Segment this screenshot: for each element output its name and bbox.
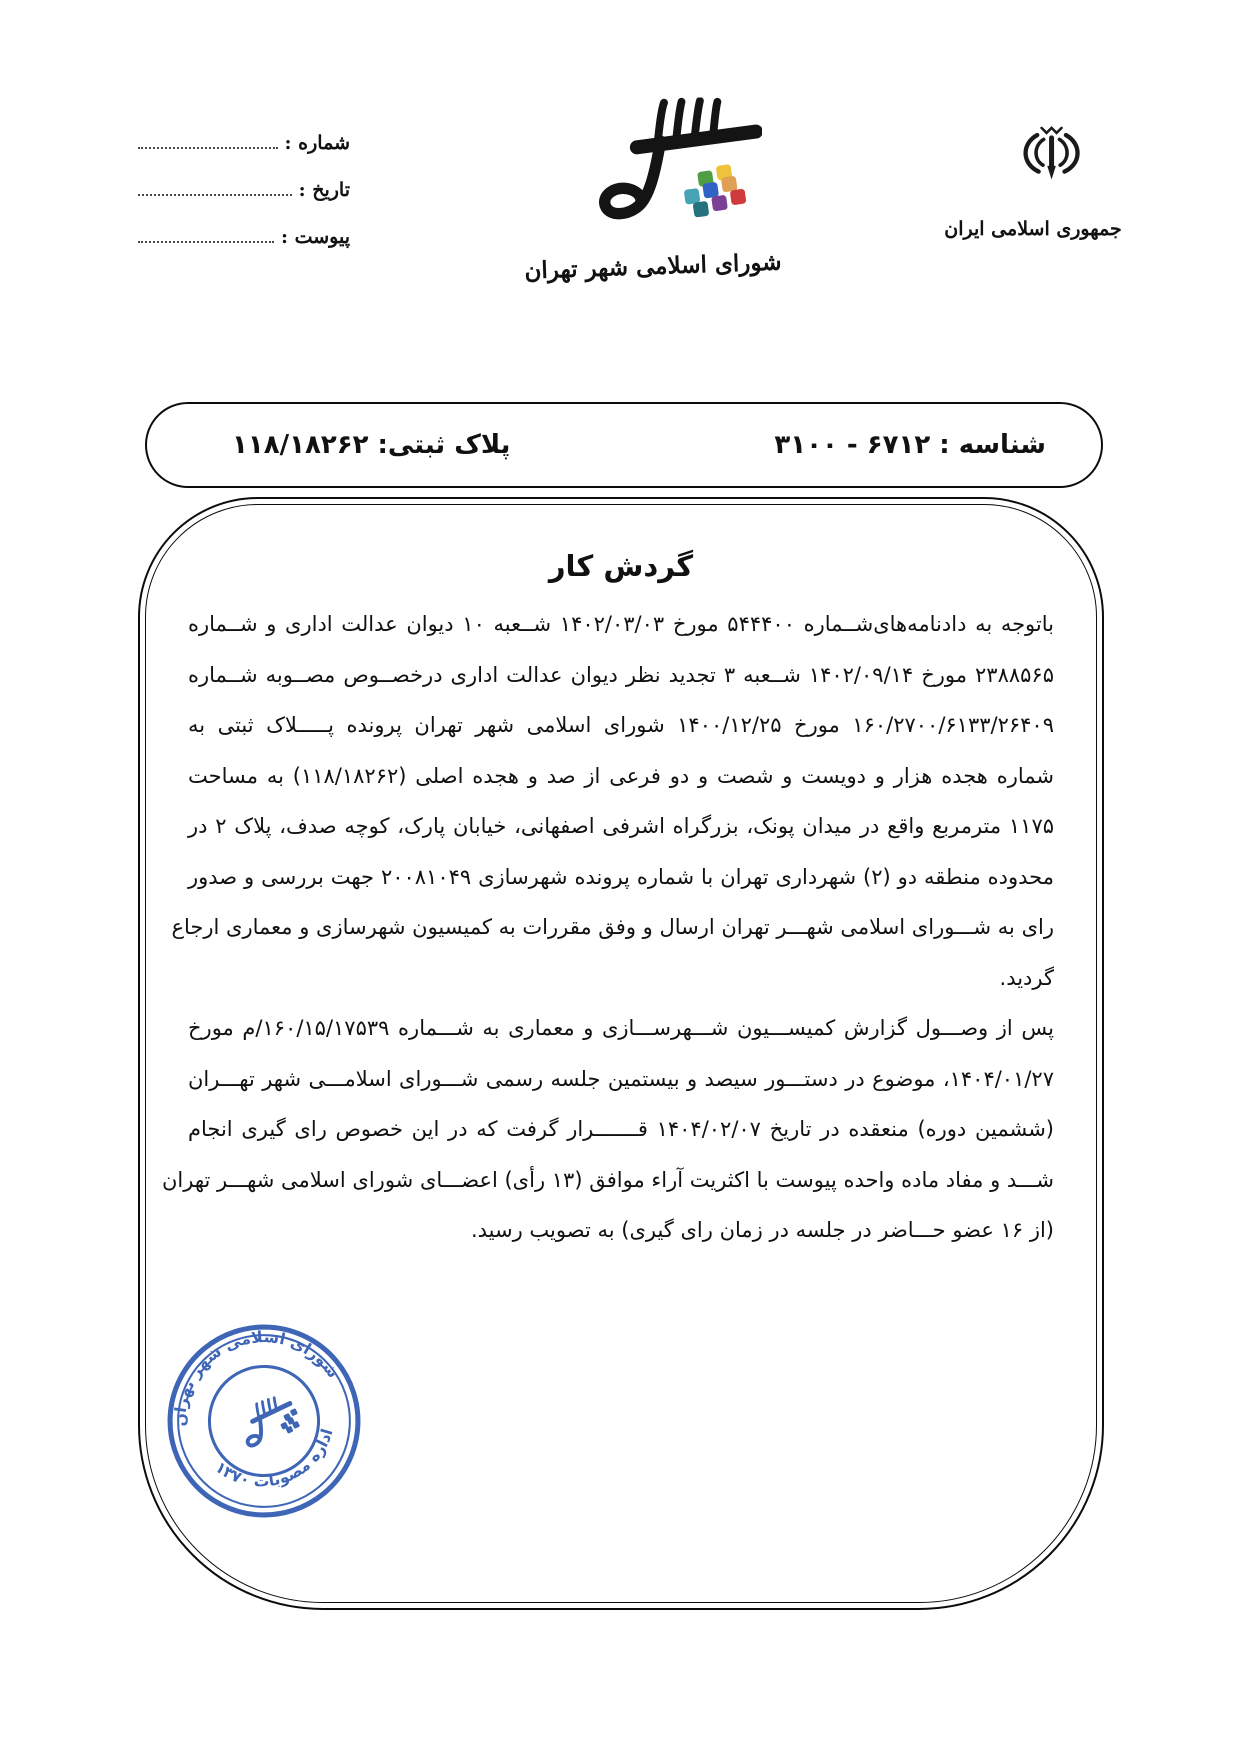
reference-field-label: تاریخ :	[298, 179, 350, 201]
stamp-text-top: شورای اسلامی شهر تهران	[170, 1326, 344, 1427]
header-band	[145, 402, 1103, 488]
document-body-line: گردید.	[999, 965, 1054, 990]
dotted-fill-line	[138, 241, 274, 243]
document-body-line: پس از وصـــول گزارش کمیســـیون شـــهرســـازی و معماری به شـــماره ۱۶۰/۱۵/۱۷۵۳۹/م مورخ	[188, 1016, 1054, 1040]
dotted-fill-line	[138, 147, 278, 149]
reference-field-label: شماره :	[284, 132, 350, 154]
dotted-fill-line	[138, 194, 292, 196]
tehran-council-logo-icon	[552, 94, 762, 254]
document-id: شناسه : ۶۷۱۲ - ۳۱۰۰	[774, 430, 1046, 460]
logo-color-tiles	[681, 163, 747, 219]
document-body-line: ۲۳۸۸۵۶۵ مورخ ۱۴۰۲/۰۹/۱۴ شــعبه ۳ تجدید نظر دیوان عدالت اداری درخصــوص مصــوبه شــماره	[188, 662, 1054, 687]
document-body-line: باتوجه به دادنامه‌های‌شــماره ۵۴۴۴۰۰ مورخ ۱۴۰۲/۰۳/۰۳ شــعبه ۱۰ دیوان عدالت اداری و شــماره	[188, 612, 1054, 636]
reference-field-label: پیوست :	[280, 226, 350, 248]
reference-fields	[138, 128, 350, 269]
document-body-line: شماره هجده هزار و دویست و شصت و دو فرعی از صد و هجده اصلی (۱۱۸/۱۸۲۶۲) به مساحت	[188, 763, 1054, 788]
document-body-line: ۱۴۰۴/۰۱/۲۷، موضوع در دستـــور سیصد و بیستمین جلسه رسمی شـــورای اسلامـــی شهر تهـــران	[188, 1066, 1054, 1091]
document-body	[161, 599, 1055, 1256]
document-body-line: رای به شـــورای اسلامی شهـــر تهران ارسال و وفق مقررات به کمیسیون شهرسازی و معماری ارجاع	[171, 915, 1054, 939]
emblem-caption: جمهوری اسلامی ایران	[944, 218, 1122, 240]
document-body-line: محدوده منطقه دو (۲) شهرداری تهران با شماره پرونده شهرسازی ۲۰۰۸۱۰۴۹ جهت بررسی و صدور	[188, 864, 1054, 889]
iran-national-emblem-icon	[1010, 116, 1096, 200]
reference-field-row	[138, 175, 350, 201]
document-body-line: ۱۶۰/۲۷۰۰/۶۱۳۳/۲۶۴۰۹ مورخ ۱۴۰۰/۱۲/۲۵ شورای اسلامی شهر تهران پرونده پـــــلاک ثبتی به	[188, 713, 1054, 737]
document-body-line: ۱۱۷۵ مترمربع واقع در میدان پونک، بزرگراه اشرفی اصفهانی، خیابان پارک، کوچه صدف، پلاک ۲ در	[188, 814, 1055, 838]
stamp-text-bottom: اداره مصوبات ۱۳۷۰	[211, 1426, 337, 1491]
council-approval-stamp	[163, 1320, 365, 1522]
council-logo-caption: شورای اسلامی شهر تهران	[524, 248, 782, 285]
document-body-line: (ششمین دوره) منعقده در تاریخ ۱۴۰۴/۰۲/۰۷ قـــــــرار گرفت که در این خصوص رای گیری انجام	[188, 1117, 1054, 1141]
document-body-line: شـــد و مفاد ماده واحده پیوست با اکثریت آراء موافق (۱۳ رأی) اعضـــای شورای اسلامی شهـــر تهران	[161, 1167, 1054, 1192]
document-body-line: (از ۱۶ عضو حـــاضر در جلسه در زمان رای گیری) به تصویب رسید.	[470, 1218, 1054, 1242]
registration-plate: پلاک ثبتی: ۱۱۸/۱۸۲۶۲	[232, 430, 511, 460]
reference-field-row	[138, 128, 350, 154]
reference-field-row	[138, 222, 350, 248]
document-title: گردش کار	[548, 549, 694, 583]
